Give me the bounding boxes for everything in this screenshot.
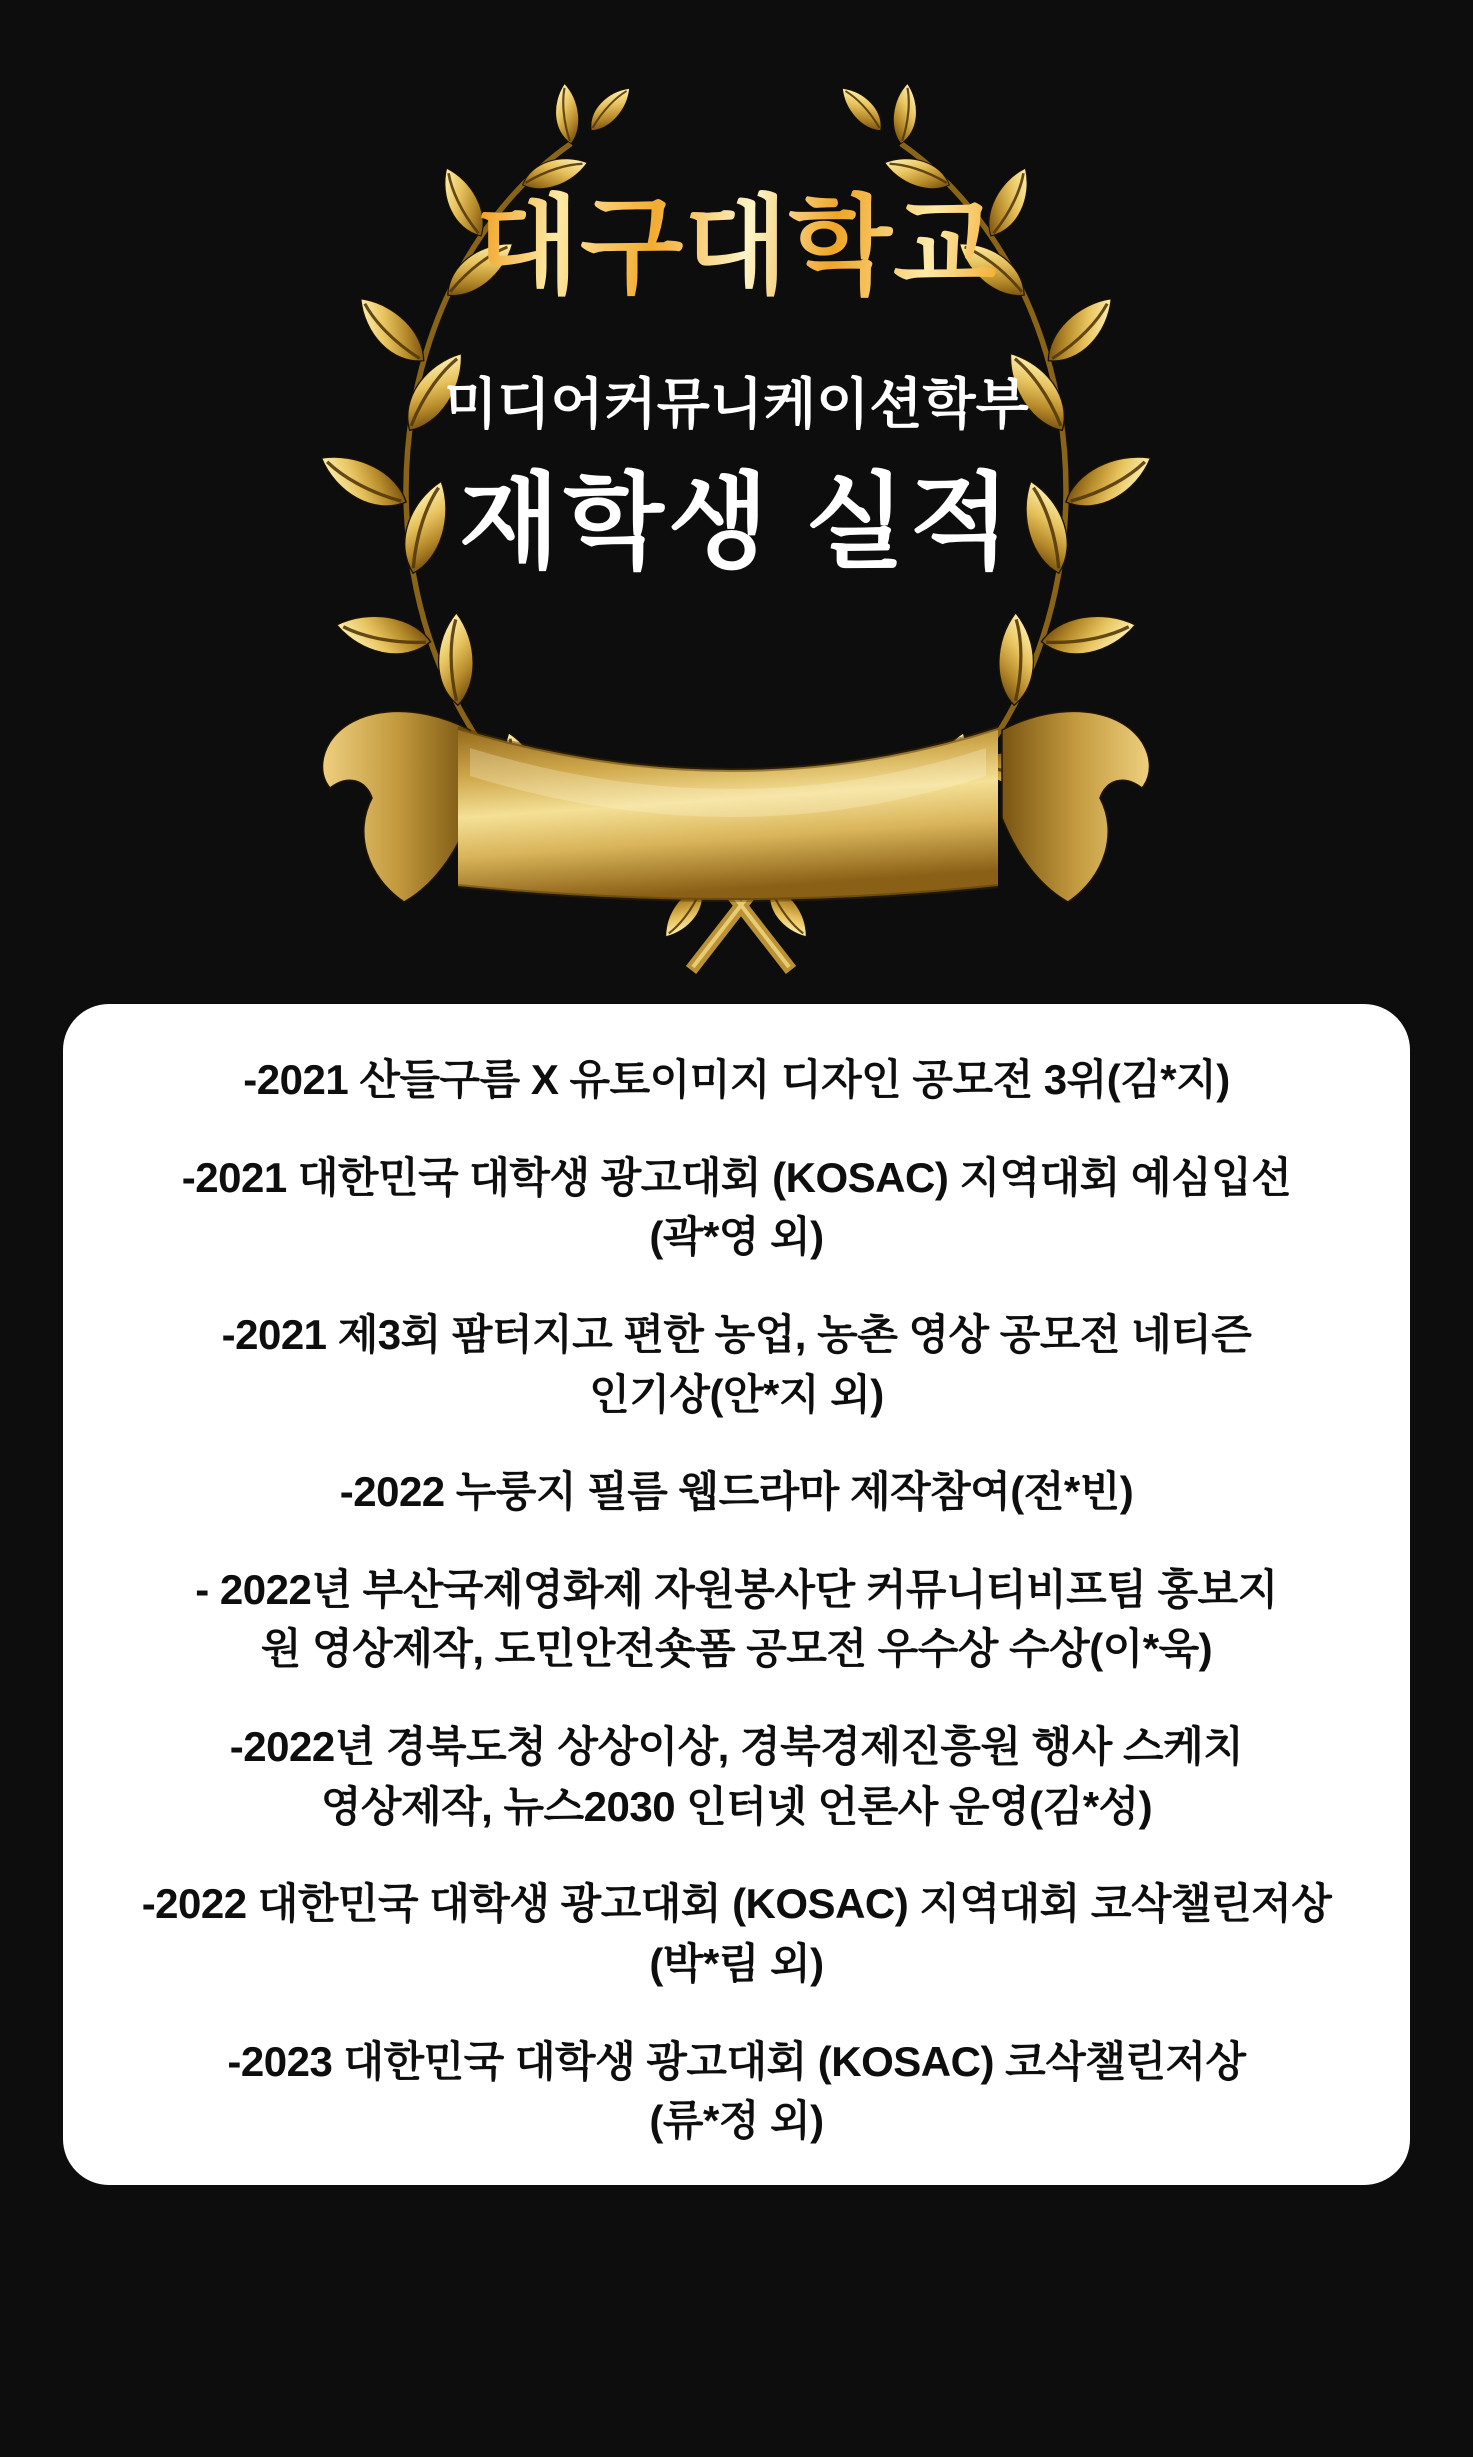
achievement-line: -2021 산들구름 X 유토이미지 디자인 공모전 3위(김*지) bbox=[243, 1056, 1230, 1103]
achievement-line: (박*림 외) bbox=[649, 1939, 824, 1987]
achievement-item bbox=[340, 1462, 1134, 1522]
achievement-item bbox=[195, 1560, 1277, 1679]
gold-ribbon-banner bbox=[323, 711, 1150, 902]
university-title-text: 대구대학교 bbox=[475, 186, 998, 306]
achievement-line: -2022 누룽지 필름 웹드라마 제작참여(전*빈) bbox=[339, 1468, 1134, 1516]
achievement-item bbox=[182, 1148, 1291, 1267]
achievement-item bbox=[227, 2032, 1245, 2151]
achievement-line: - 2022년 부산국제영화제 자원봉사단 커뮤니티비프팀 홍보지 bbox=[195, 1565, 1278, 1613]
page-title: 재학생 실적 bbox=[458, 465, 1015, 581]
achievement-line: 원 영상제작, 도민안전숏폼 공모전 우수상 수상(이*욱) bbox=[260, 1625, 1213, 1673]
achievement-list bbox=[63, 1004, 1410, 2185]
department-title: 미디어커뮤니케이션학부 bbox=[444, 373, 1029, 435]
achievement-line: -2022년 경북도청 상상이상, 경북경제진흥원 행사 스케치 bbox=[229, 1723, 1244, 1770]
achievement-item bbox=[142, 1874, 1332, 1993]
achievement-line: -2023 대한민국 대학생 광고대회 (KOSAC) 코삭챌린저상 bbox=[227, 2037, 1246, 2085]
achievement-item bbox=[222, 1305, 1252, 1424]
achievement-line: 영상제작, 뉴스2030 인터넷 언론사 운영(김*성) bbox=[320, 1782, 1153, 1830]
achievement-item bbox=[230, 1717, 1243, 1836]
achievement-line: -2021 제3회 팜터지고 편한 농업, 농촌 영상 공모전 네티즌 bbox=[221, 1310, 1252, 1358]
university-title bbox=[0, 186, 1473, 306]
achievement-line: (곽*영 외) bbox=[649, 1213, 824, 1261]
achievement-line: (류*정 외) bbox=[649, 2097, 824, 2145]
achievement-line: -2021 대한민국 대학생 광고대회 (KOSAC) 지역대회 예심입선 bbox=[181, 1153, 1292, 1201]
achievement-line: 인기상(안*지 외) bbox=[589, 1370, 884, 1418]
achievements-card bbox=[63, 1004, 1410, 2185]
achievement-line: -2022 대한민국 대학생 광고대회 (KOSAC) 지역대회 코삭챌린저상 bbox=[141, 1880, 1332, 1928]
achievement-item bbox=[243, 1050, 1229, 1110]
